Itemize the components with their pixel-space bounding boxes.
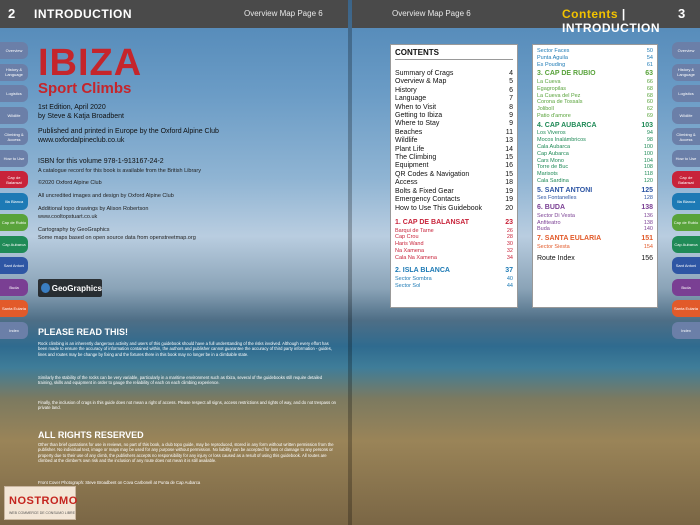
crag-entry-label: Los Viveros	[537, 130, 566, 137]
contents-entry-page: 15	[505, 154, 513, 162]
intro-contents-list	[395, 70, 513, 213]
thumb-tab[interactable]: Index	[0, 322, 28, 339]
crag-entry-label: Cala Na Xamena	[395, 254, 437, 261]
book-subtitle: Sport Climbs	[38, 80, 132, 97]
contents-entry-label: QR Codes & Navigation	[395, 170, 470, 178]
crag-entry-page: 136	[643, 212, 653, 219]
contents-entry[interactable]	[395, 129, 513, 137]
please-read-heading: PLEASE READ THIS!	[38, 327, 129, 337]
contents-entry-page: 20	[505, 204, 513, 212]
crag-entry-label: Haris Wand	[395, 241, 424, 248]
please-read-paragraph: Finally, the inclusion of crags in this guide does not mean a right of access. Please respect all signs, access restrictions and rights of way, and do not trespass on private land.	[38, 400, 337, 411]
contents-entry[interactable]	[395, 146, 513, 154]
contents-entry[interactable]	[395, 154, 513, 162]
authors-text: by Steve & Katja Broadbent	[38, 113, 124, 120]
crag-entry-label: Na Xamena	[395, 247, 425, 254]
thumb-tab[interactable]: Illa Blanca	[672, 193, 700, 210]
crag-entry[interactable]	[537, 137, 653, 144]
nostromo-watermark	[4, 486, 76, 520]
credit-line: Additional topo drawings by Alison Robertson	[38, 206, 149, 212]
contents-column-2	[532, 44, 658, 308]
thumb-tab[interactable]: Illa Blanca	[0, 193, 28, 210]
thumb-tab[interactable]: Logistics	[672, 85, 700, 102]
contents-entry-page: 8	[509, 103, 513, 111]
crag-entry-label: Mocos Inalámbricos	[537, 137, 586, 144]
crag-entry-page: 140	[643, 226, 653, 233]
contents-entry[interactable]	[395, 196, 513, 204]
crag-entry[interactable]	[537, 220, 653, 227]
crag-entry-page: 61	[646, 61, 653, 68]
nostromo-subtext: WEB COMMERCE DE CONSUMO LIBRE	[9, 511, 75, 515]
section-heading[interactable]	[537, 204, 653, 213]
section-heading[interactable]	[395, 219, 513, 228]
contents-entry-page: 11	[505, 128, 513, 136]
thumb-tab[interactable]: Cap Aubarca	[0, 236, 28, 253]
contents-entry-page: 19	[505, 196, 513, 204]
section-heading[interactable]	[537, 70, 653, 79]
contents-entry[interactable]	[395, 87, 513, 95]
credit-line: Some maps based on open source data from openstreetmap.org	[38, 235, 196, 241]
crag-entry-page: 68	[646, 92, 653, 99]
right-thumb-tabs	[672, 42, 700, 343]
crag-entry-label: Patio d'amore	[537, 112, 571, 119]
crag-entry-label: Sector Di Vesta	[537, 212, 575, 219]
crag-entry[interactable]	[537, 93, 653, 100]
crag-entry-page: 44	[506, 282, 513, 289]
crag-entry[interactable]	[395, 241, 513, 248]
thumb-tab[interactable]: Wildlife	[672, 107, 700, 124]
left-page-number: 2	[8, 6, 16, 21]
thumb-tab[interactable]: Cap Aubarca	[672, 236, 700, 253]
publisher-website[interactable]: www.oxfordalpineclub.co.uk	[38, 137, 125, 144]
route-index-entry[interactable]	[537, 255, 653, 263]
crag-entry[interactable]	[537, 113, 653, 120]
crag-entry-page: 60	[646, 99, 653, 106]
contents-entry[interactable]	[395, 78, 513, 86]
crag-entry-page: 154	[643, 243, 653, 250]
contents-entry-label: Getting to Ibiza	[395, 112, 443, 120]
crag-entry-label: Cala Aubarca	[537, 143, 571, 150]
thumb-tab[interactable]: History & Language	[0, 64, 28, 81]
section-heading-label: 1. CAP DE BALANSAT	[395, 218, 470, 226]
crag-entry-page: 100	[643, 143, 653, 150]
credit-line: All uncredited images and design by Oxford Alpine Club	[38, 193, 174, 199]
route-index-label: Route Index	[537, 254, 575, 262]
thumb-tab[interactable]: Wildlife	[0, 107, 28, 124]
contents-entry[interactable]	[395, 70, 513, 78]
crag-entry-page: 104	[643, 157, 653, 164]
contents-entry-page: 4	[509, 70, 513, 77]
crag-entry-page: 118	[644, 171, 653, 178]
crag-entry-label: Sector Faces	[537, 48, 570, 54]
contents-word: Contents	[562, 7, 618, 21]
contents-entry-label: Summary of Crags	[395, 70, 454, 77]
contents-entry-label: Bolts & Fixed Gear	[395, 187, 454, 195]
crag-entry-label: Cap Crou	[395, 234, 419, 241]
crag-entry[interactable]	[395, 228, 513, 235]
crag-entry-page: 69	[646, 112, 653, 119]
crag-entry-page: 30	[506, 241, 513, 248]
contents-entry-page: 19	[505, 187, 513, 195]
crag-entry-page: 62	[646, 106, 653, 113]
thumb-tab[interactable]: Logistics	[0, 85, 28, 102]
section-heading-page: 151	[641, 235, 653, 243]
crag-entry-label: Egagropilas	[537, 85, 567, 92]
section-heading[interactable]	[537, 235, 653, 244]
right-header-bar	[352, 0, 700, 35]
crag-entry[interactable]	[537, 171, 653, 178]
crag-entry-label: Punta Aguila	[537, 54, 568, 61]
crag-entry[interactable]	[537, 62, 653, 69]
thumb-tab[interactable]: Buda	[672, 279, 700, 296]
contents-entry-label: History	[395, 86, 417, 94]
crag-entry[interactable]	[537, 86, 653, 93]
crag-entry-page: 68	[646, 85, 653, 92]
crag-entry-page: 54	[646, 54, 653, 61]
crag-entry[interactable]	[395, 255, 513, 262]
contents-entry-label: Equipment	[395, 162, 429, 170]
crag-entry[interactable]	[537, 48, 653, 55]
contents-entry[interactable]	[395, 162, 513, 170]
crag-entry-label: Torre de Buc	[537, 164, 569, 171]
thumb-tab[interactable]: Climbing & Access	[672, 128, 700, 145]
section-heading-page: 37	[505, 267, 513, 275]
contents-entry-label: Beaches	[395, 128, 423, 136]
contents-entry-label: Plant Life	[395, 145, 425, 153]
thumb-tab[interactable]: Overview	[672, 42, 700, 59]
isbn-text: ISBN for this volume 978-1-913167-24-2	[38, 158, 164, 165]
contents-entry-page: 16	[505, 162, 513, 170]
nostromo-logo-text: NOSTROMO	[9, 495, 78, 507]
crag-entry-label: Cala Sardina	[537, 177, 569, 184]
crag-entry-page: 66	[646, 78, 653, 85]
contents-entry-page: 5	[509, 78, 513, 86]
contents-entry[interactable]	[395, 171, 513, 179]
crag-entry[interactable]	[395, 276, 513, 283]
contents-entry[interactable]	[395, 112, 513, 120]
crag-entry[interactable]	[537, 226, 653, 233]
crag-entry-label: La Cueva del Pez	[537, 92, 581, 99]
contents-entry-label: Overview & Map	[395, 78, 447, 86]
contents-entry-page: 6	[509, 86, 513, 94]
thumb-tab[interactable]: Sant Antoni	[672, 257, 700, 274]
thumb-tab[interactable]: Cap de Balansat	[672, 171, 700, 188]
right-overview-link[interactable]: Overview Map Page 6	[392, 9, 471, 18]
thumb-tab[interactable]: Santa Eularia	[0, 300, 28, 317]
crag-entry[interactable]	[537, 213, 653, 220]
crag-entry-page: 100	[643, 150, 653, 157]
book-title: IBIZA	[38, 42, 143, 84]
contents-entry-label: How to Use This Guidebook	[395, 204, 483, 212]
crag-entry-page: 138	[643, 219, 653, 226]
contents-entry-page: 7	[509, 95, 513, 103]
contents-entry[interactable]	[395, 104, 513, 112]
thumb-tab[interactable]: Santa Eularia	[672, 300, 700, 317]
contents-entry-label: Access	[395, 179, 418, 187]
crag-entry-label: Cars Mono	[537, 157, 564, 164]
crag-entry-page: 32	[506, 247, 513, 254]
contents-entry[interactable]	[395, 137, 513, 145]
crag-entry[interactable]	[537, 158, 653, 165]
crag-entry[interactable]	[537, 151, 653, 158]
contents-entry-page: 18	[505, 179, 513, 187]
book-spine	[348, 0, 352, 525]
left-sections-list	[395, 219, 513, 294]
contents-entry[interactable]	[395, 205, 513, 213]
thumb-tab[interactable]: Cap de Rubio	[0, 214, 28, 231]
thumb-tab[interactable]: Sant Antoni	[0, 257, 28, 274]
crag-entry[interactable]	[537, 55, 653, 62]
contents-entry-page: 14	[505, 145, 513, 153]
crag-entry-page: 98	[646, 137, 653, 144]
section-heading[interactable]	[537, 187, 653, 196]
crag-entry-label: La Cueva	[537, 78, 561, 85]
right-sections-list	[537, 70, 653, 250]
cover-photo-credit: Front Cover Photograph: Steve Broadbent on Cova Carbonell at Punta de Cap Aubarca	[38, 480, 201, 485]
right-page-number: 3	[678, 6, 686, 21]
contents-entry-page: 9	[509, 120, 513, 128]
crag-entry-label: Joliboll	[537, 106, 554, 113]
crag-entry-label: Barqui de Tarne	[395, 227, 434, 234]
contents-column-1	[390, 44, 518, 308]
contents-entry[interactable]	[395, 188, 513, 196]
crag-entry-page: 40	[506, 276, 513, 283]
crag-entry-label: Ses Fontanelles	[537, 195, 577, 202]
section-heading-page: 138	[641, 204, 653, 212]
section-heading-label: 2. ISLA BLANCA	[395, 267, 450, 275]
section-heading-page: 125	[641, 186, 653, 194]
crag-entry-label: Sector Siesta	[537, 243, 570, 250]
crag-entry[interactable]	[537, 178, 653, 185]
route-index-page: 156	[641, 254, 653, 262]
thumb-tab[interactable]: Buda	[0, 279, 28, 296]
crag-entry-page: 128	[643, 195, 653, 202]
contents-entry[interactable]	[395, 179, 513, 187]
crag-entry[interactable]	[537, 144, 653, 151]
crag-entry-page: 94	[646, 130, 653, 137]
crag-entry-page: 120	[643, 177, 653, 184]
credit-line: www.cooltopstuart.co.uk	[38, 214, 98, 220]
crag-entry-label: Anfiteatro	[537, 219, 561, 226]
thumb-tab[interactable]: How to Use	[0, 150, 28, 167]
crag-entry[interactable]	[395, 248, 513, 255]
contents-entry-label: When to Visit	[395, 103, 437, 111]
left-section-title: INTRODUCTION	[34, 7, 132, 21]
thumb-tab[interactable]: Index	[672, 322, 700, 339]
contents-entry-page: 9	[509, 112, 513, 120]
section-heading[interactable]	[537, 122, 653, 131]
contents-entry-label: Language	[395, 95, 427, 103]
contents-heading: CONTENTS	[395, 48, 513, 60]
thumb-tab[interactable]: Overview	[0, 42, 28, 59]
rights-heading: ALL RIGHTS RESERVED	[38, 430, 144, 440]
contents-entry[interactable]	[395, 120, 513, 128]
crag-entry[interactable]	[537, 195, 653, 202]
crag-entry-label: Buda	[537, 226, 550, 233]
right-section-word: INTRODUCTION	[562, 21, 660, 35]
crag-entry-page: 108	[643, 164, 653, 171]
contents-entry-label: Where to Stay	[395, 120, 440, 128]
left-header-bar	[0, 0, 348, 28]
crag-entry-page: 34	[506, 254, 513, 261]
catalogue-record: A catalogue record for this book is available from the British Library	[38, 168, 201, 174]
publisher-text: Published and printed in Europe by the Oxford Alpine Club	[38, 128, 219, 135]
section-separator: |	[618, 7, 626, 21]
crag-entry[interactable]	[537, 164, 653, 171]
crag-entry-page: 50	[646, 48, 653, 54]
please-read-paragraph: Rock climbing is an inherently dangerous activity and users of this guidebook should have a full understanding of the risks involved. Although every effort has been made to ensure the accuracy of information contained within, the authors and publisher cannot guarantee the accuracy of third party information - guides, lines and routes may be change by fixing and the fixtures there in this book may no longer be in a climbable state.	[38, 341, 332, 357]
crag-entry-label: Cap Aubarca	[537, 150, 569, 157]
contents-entry-page: 13	[505, 137, 513, 145]
section-heading-label: 5. SANT ANTONI	[537, 186, 593, 194]
section-heading-label: 4. CAP AUBARCA	[537, 121, 597, 129]
section-heading-page: 23	[505, 218, 513, 226]
please-read-paragraph: Similarly the stability of the rocks can be very variable, particularly in a maritime environment such as Ibiza, several of the guidebooks still require detailed training, skills and equipment in order to gauge the reliability of each on each climbing experience.	[38, 375, 323, 386]
crag-entry-page: 26	[506, 227, 513, 234]
crag-entry-label: Corona de Tossals	[537, 99, 583, 106]
thumb-tab[interactable]: Climbing & Access	[0, 128, 28, 145]
crag-entry-label: Marisots	[537, 171, 558, 178]
crag-entry[interactable]	[537, 79, 653, 86]
contents-entry-label: Wildlife	[395, 137, 418, 145]
globe-icon	[41, 283, 50, 293]
left-overview-link[interactable]: Overview Map Page 6	[244, 9, 323, 18]
section-heading-page: 63	[645, 70, 653, 78]
col2-continued-list	[537, 48, 653, 68]
thumb-tab[interactable]: Cap de Balansat	[0, 171, 28, 188]
credit-line: Cartography by GeoGraphics	[38, 227, 110, 233]
crag-entry[interactable]	[537, 99, 653, 106]
contents-entry-label: Emergency Contacts	[395, 196, 460, 204]
section-heading-label: 7. SANTA EULARIA	[537, 235, 602, 243]
section-heading-page: 103	[641, 121, 653, 129]
section-heading-label: 6. BUDA	[537, 204, 566, 212]
thumb-tab[interactable]: Cap de Rubio	[672, 214, 700, 231]
crag-entry-label: Sector Sombra	[395, 276, 432, 283]
crag-entry[interactable]	[537, 106, 653, 113]
section-heading[interactable]	[395, 267, 513, 276]
geographics-logo	[38, 279, 102, 297]
thumb-tab[interactable]: How to Use	[672, 150, 700, 167]
rights-paragraph: Other than brief quotations for use in reviews, no part of this book, a club topo guide, may be reproduced, stored in any form without written permission from the publisher. No individual text, image or maps may be used for any purpose without permission. No liability can be accepted for loss or damage to any persons or property due to their use of any climb, the publishers accepts no responsibility for any injury or loss caused as a result of using this guidebook. All routes are climbed at the climber's own risk and the inclusion of any route does not mean it is still available.	[38, 442, 334, 464]
contents-entry-label: The Climbing	[395, 154, 437, 162]
crag-entry[interactable]	[395, 234, 513, 241]
contents-entry[interactable]	[395, 95, 513, 103]
copyright-text: ©2020 Oxford Alpine Club	[38, 180, 102, 186]
crag-entry-label: Sector Sol	[395, 282, 421, 289]
crag-entry-page: 28	[506, 234, 513, 241]
crag-entry-label: Es Pouding	[537, 61, 566, 68]
geographics-logo-text: GeoGraphics	[51, 283, 102, 293]
contents-entry-page: 15	[505, 170, 513, 178]
edition-text: 1st Edition, April 2020	[38, 104, 106, 111]
crag-entry[interactable]	[537, 244, 653, 251]
section-heading-label: 3. CAP DE RUBIO	[537, 70, 596, 78]
thumb-tab[interactable]: History & Language	[672, 64, 700, 81]
left-thumb-tabs	[0, 42, 28, 343]
crag-entry[interactable]	[537, 130, 653, 137]
crag-entry[interactable]	[395, 283, 513, 290]
